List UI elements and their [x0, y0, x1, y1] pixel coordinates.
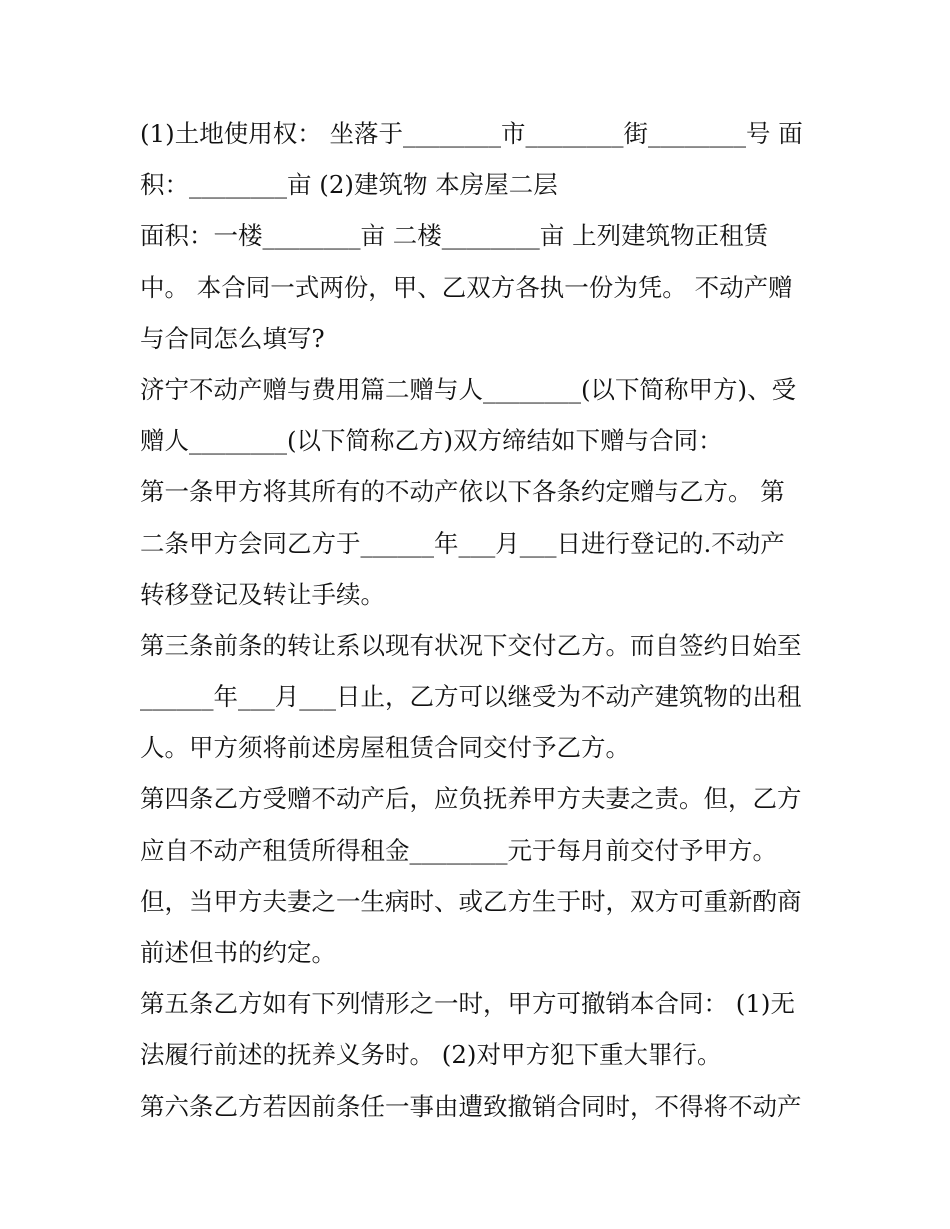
text-line: 人。甲方须将前述房屋租赁合同交付予乙方。: [140, 733, 630, 763]
text-line: 济宁不动产赠与费用篇二赠与人________(以下简称甲方)、受: [140, 374, 797, 404]
text-line: 第六条乙方若因前条任一事由遭致撤销合同时，不得将不动产: [140, 1091, 802, 1121]
text-line: 第五条乙方如有下列情形之一时，甲方可撤销本合同： (1)无: [140, 989, 795, 1019]
text-line: 积：________亩 (2)建筑物 本房屋二层: [140, 170, 558, 200]
text-line: 第一条甲方将其所有的不动产依以下各条约定赠与乙方。 第: [140, 477, 785, 507]
text-line: 应自不动产租赁所得租金________元于每月前交付予甲方。: [140, 835, 777, 865]
text-line: 转移登记及转让手续。: [140, 579, 385, 609]
text-line: ______年___月___日止，乙方可以继受为不动产建筑物的出租: [140, 682, 802, 712]
document-body: [140, 108, 820, 1132]
text-line: 赠人________(以下简称乙方)双方缔结如下赠与合同：: [140, 426, 723, 456]
text-line: 面积：一楼________亩 二楼________亩 上列建筑物正租赁: [140, 221, 769, 251]
text-line: 与合同怎么填写?: [140, 323, 325, 353]
text-line: 第四条乙方受赠不动产后，应负抚养甲方夫妻之责。但，乙方: [140, 784, 802, 814]
text-line: 法履行前述的抚养义务时。 (2)对甲方犯下重大罪行。: [140, 1040, 722, 1070]
text-line: 中。 本合同一式两份，甲、乙双方各执一份为凭。 不动产赠: [140, 272, 793, 302]
text-line: 前述但书的约定。: [140, 938, 336, 967]
text-line: 但，当甲方夫妻之一生病时、或乙方生于时，双方可重新酌商: [140, 886, 802, 916]
text-line: 二条甲方会同乙方于______年___月___日进行登记的.不动产: [140, 528, 785, 558]
text-line: (1)土地使用权： 坐落于________市________街________号 面: [140, 119, 803, 148]
text-line: 第三条前条的转让系以现有状况下交付乙方。而自签约日始至: [140, 630, 802, 660]
